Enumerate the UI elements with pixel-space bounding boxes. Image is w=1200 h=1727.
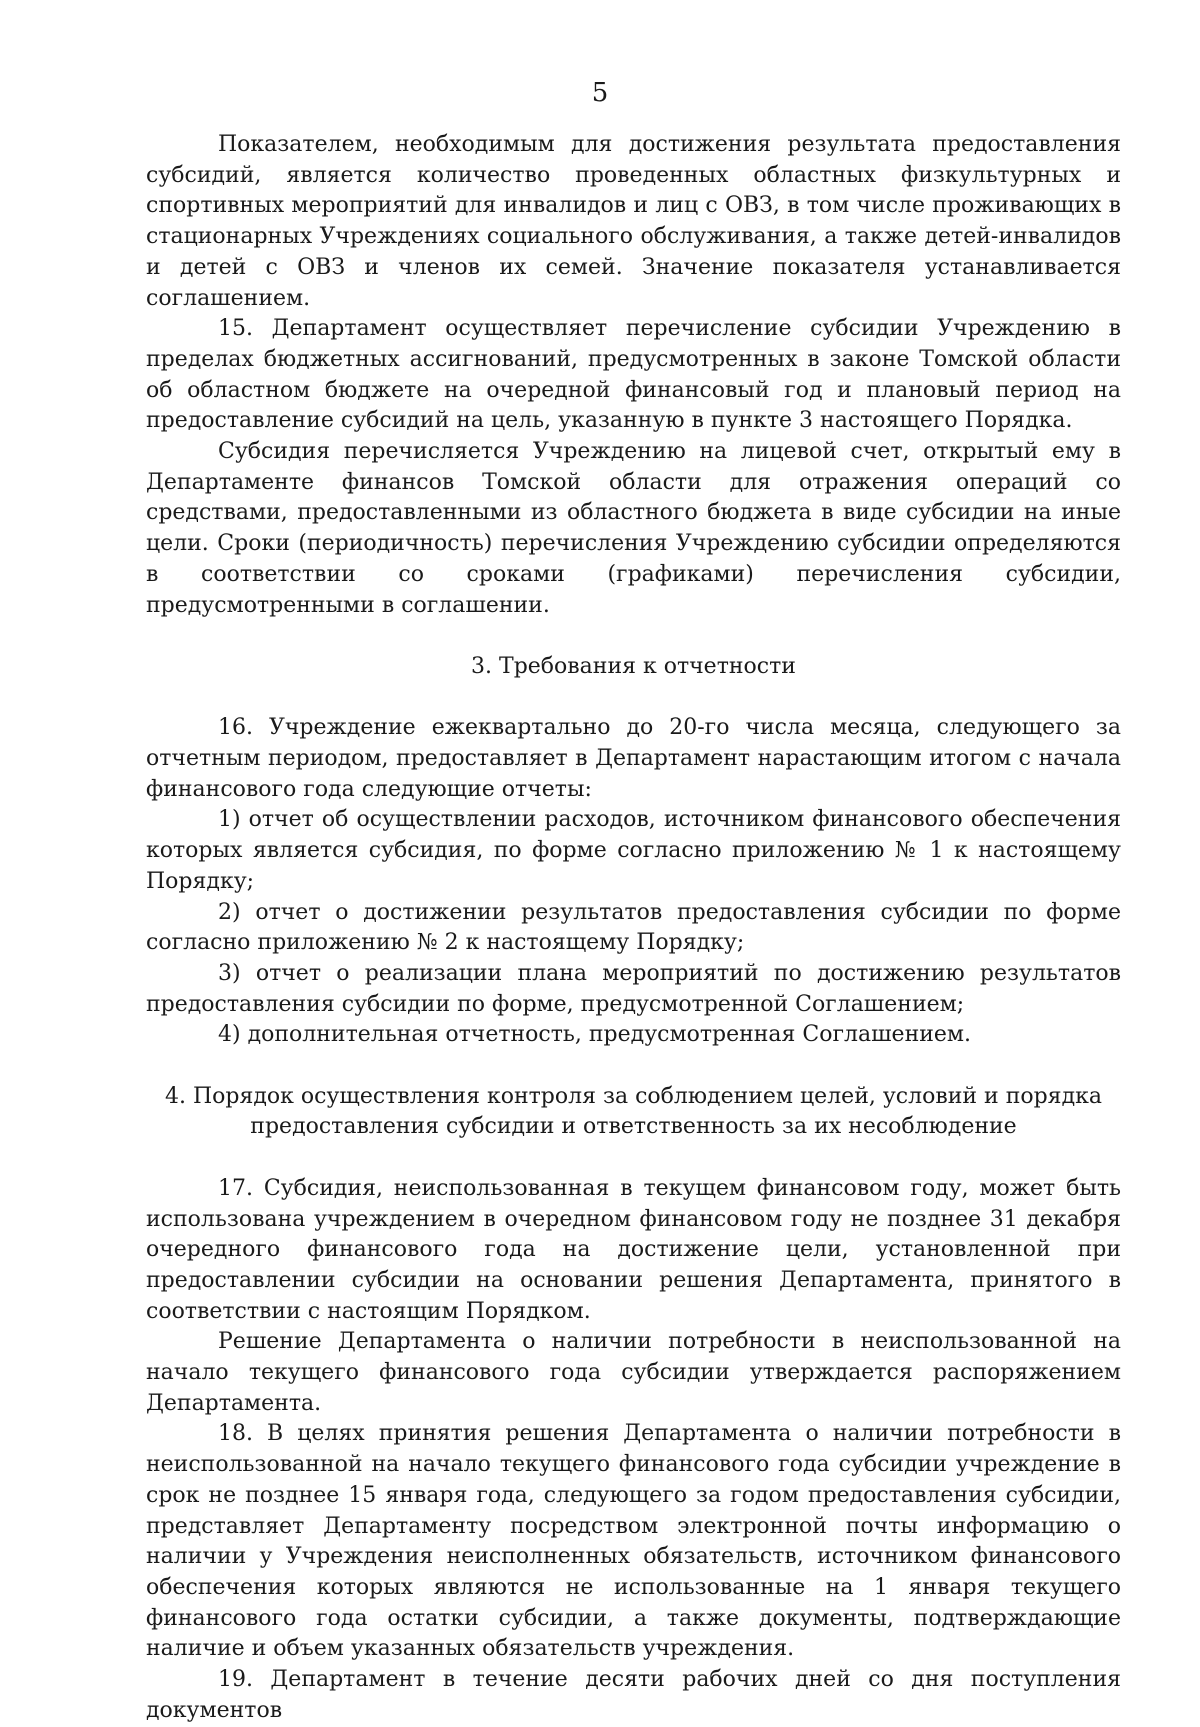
paragraph-15: 15. Департамент осуществляет перечисление субсидии Учреждению в пределах бюджетных ассигнований, предусмотренных в законе Томской области об областном бюджете на очередной финансовый год и плановый период на предоставление субсидий на цель, указанную в пункте 3 настоящего Порядка. [146, 316, 1121, 434]
spacer [146, 683, 1121, 714]
list-item-2: 2) отчет о достижении результатов предоставления субсидии по форме согласно приложению № 2 к настоящему Порядку; [146, 899, 1121, 956]
list-item-1: 1) отчет об осуществлении расходов, источником финансового обеспечения которых является субсидия, по форме согласно приложению № 1 к настоящему Порядку; [146, 807, 1121, 894]
paragraph-subsidy-transfer: Субсидия перечисляется Учреждению на лицевой счет, открытый ему в Департаменте финансов Томской области для отражения операций со средствами, предоставленными из областного бюджета в виде субсидии на иные цели. Сроки (периодичность) перечисления Учреждению субсидии определяются в соответствии со сроками (графиками) перечисления субсидии, предусмотренными в соглашении. [146, 439, 1121, 618]
list-item-3: 3) отчет о реализации плана мероприятий по достижению результатов предоставления субсидии по форме, предусмотренной Соглашением; [146, 960, 1121, 1017]
spacer [146, 1143, 1121, 1174]
paragraph-indicator: Показателем, необходимым для достижения результата предоставления субсидий, является количество проведенных областных физкультурных и спортивных мероприятий для инвалидов и лиц с ОВЗ, в том числе проживающих в стационарных Учреждениях социального обслуживания, а также детей-инвалидов и детей с ОВЗ и членов их семей. Значение показателя устанавливается соглашением. [146, 132, 1121, 311]
section-4-heading-line-1: 4. Порядок осуществления контроля за соблюдением целей, условий и порядка [165, 1083, 1102, 1109]
paragraph-decision: Решение Департамента о наличии потребности в неиспользованной на начало текущего финансового года субсидии утверждается распоряжением Департамента. [146, 1329, 1121, 1416]
spacer [146, 621, 1121, 652]
list-item-4: 4) дополнительная отчетность, предусмотренная Соглашением. [218, 1022, 972, 1048]
section-4-heading-line-2: предоставления субсидии и ответственность за их несоблюдение [250, 1114, 1017, 1140]
paragraph-18: 18. В целях принятия решения Департамента о наличии потребности в неиспользованной на начало текущего финансового года субсидии учреждение в срок не позднее 15 января года, следующего за годом предоставления субсидии, представляет Департаменту посредством электронной почты информацию о наличии у Учреждения неисполненных обязательств, источником финансового обеспечения которых являются не использованные на 1 января текущего финансового года остатки субсидии, а также документы, подтверждающие наличие и объем указанных обязательств учреждения. [146, 1421, 1121, 1662]
paragraph-17: 17. Субсидия, неиспользованная в текущем финансовом году, может быть использована учреждением в очередном финансовом году не позднее 31 декабря очередного финансового года на достижение цели, установленной при предоставлении субсидии на основании решения Департамента, принятого в соответствии с настоящим Порядком. [146, 1175, 1121, 1324]
section-3-heading: 3. Требования к отчетности [471, 653, 796, 679]
page-number: 5 [591, 78, 609, 108]
document-body [146, 130, 1121, 1727]
paragraph-16: 16. Учреждение ежеквартально до 20-го числа месяца, следующего за отчетным периодом, предоставляет в Департамент нарастающим итогом с начала финансового года следующие отчеты: [146, 715, 1121, 802]
section-4-heading [146, 1082, 1121, 1143]
paragraph-19: 19. Департамент в течение десяти рабочих дней со дня поступления документов [146, 1667, 1121, 1723]
spacer [146, 1051, 1121, 1082]
